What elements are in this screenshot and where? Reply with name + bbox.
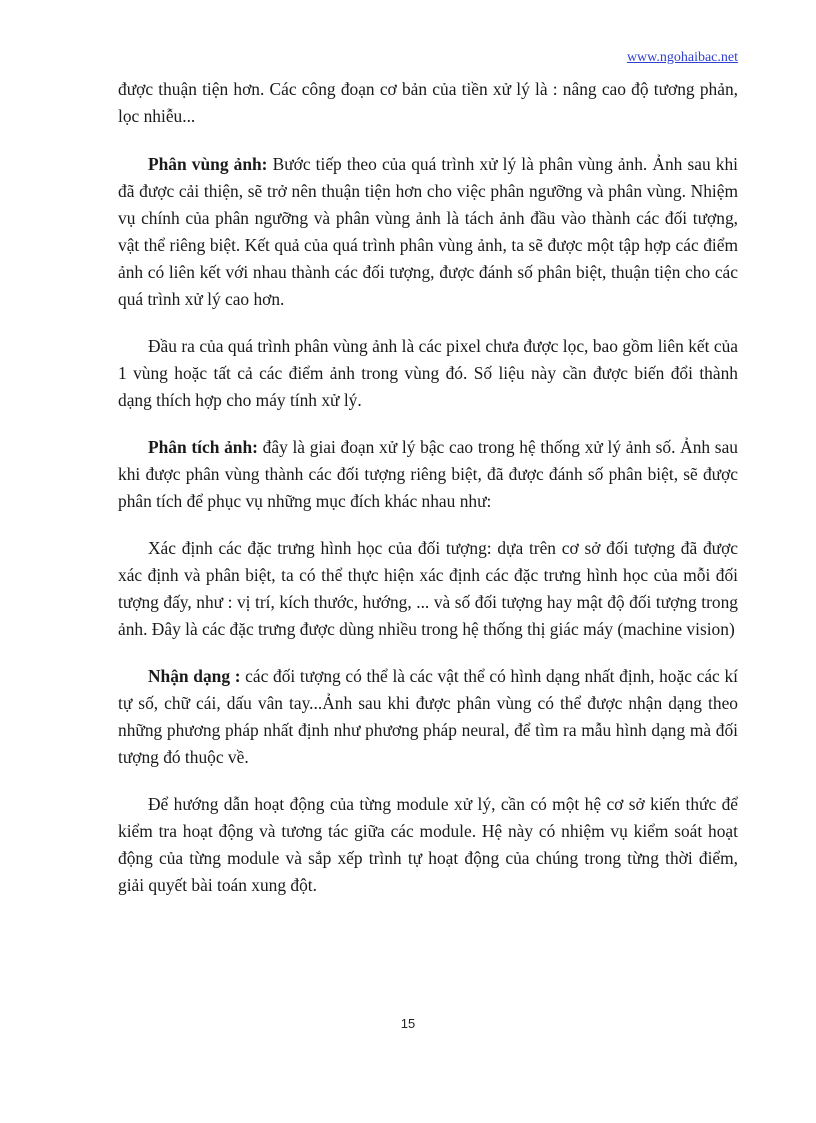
- paragraph-heading: Nhận dạng :: [148, 666, 241, 686]
- paragraph-segmentation-output: [118, 333, 738, 414]
- paragraph-text: đây là giai đoạn xử lý bậc cao trong hệ thống xử lý ảnh số. Ảnh sau khi được phân vùng thành các đối tượng riêng biệt, đã được đánh số phân biệt, sẽ được phân tích để phục vụ những mục đích khác nhau như:: [118, 437, 738, 511]
- paragraph-text: Xác định các đặc trưng hình học của đối tượng: dựa trên cơ sở đối tượng đã được xác định và phân biệt, ta có thể thực hiện xác định các đặc trưng hình học của mỗi đối tượng đấy, như : vị trí, kích thước, hướng, ... và số đối tượng hay mật độ đối tượng trong ảnh. Đây là các đặc trưng được dùng nhiều trong hệ thống thị giác máy (machine vision): [118, 538, 738, 639]
- paragraph-segmentation: [118, 151, 738, 313]
- paragraph-heading: Phân vùng ảnh:: [148, 154, 268, 174]
- paragraph-text: Bước tiếp theo của quá trình xử lý là phân vùng ảnh. Ảnh sau khi đã được cải thiện, sẽ trở nên thuận tiện hơn cho việc phân ngưỡng và phân vùng. Nhiệm vụ chính của phân ngưỡng và phân vùng ảnh là tách ảnh đầu vào thành các đối tượng, vật thể riêng biệt. Kết quả của quá trình phân vùng ảnh, ta sẽ được một tập hợp các điểm ảnh có liên kết với nhau thành các đối tượng, được đánh số phân biệt, thuận tiện cho các quá trình xử lý cao hơn.: [118, 154, 739, 309]
- paragraph-text: Để hướng dẫn hoạt động của từng module xử lý, cần có một hệ cơ sở kiến thức để kiểm tra hoạt động và tương tác giữa các module. Hệ này có nhiệm vụ kiểm soát hoạt động của từng module và sắp xếp trình tự hoạt động của chúng trong từng thời điểm, giải quyết bài toán xung đột.: [118, 794, 738, 895]
- paragraph-text: Đầu ra của quá trình phân vùng ảnh là các pixel chưa được lọc, bao gồm liên kết của 1 vùng hoặc tất cả các điểm ảnh trong vùng đó. Số liệu này cần được biến đổi thành dạng thích hợp cho máy tính xử lý.: [118, 336, 738, 410]
- paragraph-text: được thuận tiện hơn. Các công đoạn cơ bản của tiền xử lý là : nâng cao độ tương phản, lọc nhiễu...: [118, 79, 738, 126]
- paragraph-analysis: [118, 434, 738, 515]
- website-link[interactable]: www.ngohaibac.net: [626, 50, 738, 65]
- paragraph-heading: Phân tích ảnh:: [148, 437, 258, 457]
- paragraph-geometric-features: [118, 535, 738, 643]
- page-number: 15: [400, 1016, 416, 1031]
- document-body: [118, 76, 738, 919]
- paragraph-knowledge-base: [118, 791, 738, 899]
- paragraph-intro-continuation: [118, 76, 738, 130]
- paragraph-recognition: [118, 663, 738, 771]
- paragraph-text: các đối tượng có thể là các vật thể có hình dạng nhất định, hoặc các kí tự số, chữ cái, dấu vân tay...Ảnh sau khi được phân vùng có thể được nhận dạng theo những phương pháp nhất định như phương pháp neural, để tìm ra mẫu hình dạng mà đối tượng đó thuộc về.: [118, 666, 738, 767]
